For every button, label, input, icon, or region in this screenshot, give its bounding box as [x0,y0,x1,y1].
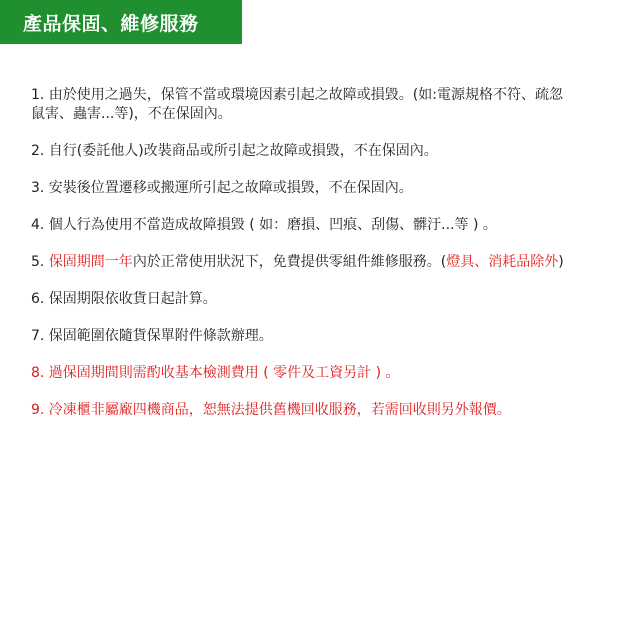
term-item-6: 6. 保固期限依收貨日起計算。 [31,291,217,307]
warranty-terms-list [31,86,635,420]
term-5-warranty-period: 保固期間一年 [48,254,133,270]
spacer [31,383,635,401]
term-5-middle: 內於正常使用狀況下，免費提供零組件維修服務。( [132,254,447,270]
term-item-3: 3. 安裝後位置遷移或搬運所引起之故障或損毀，不在保固內。 [31,180,413,196]
term-1-line-1: 1. 由於使用之過失，保管不當或環境因素引起之故障或損毀。(如:電源規格不符、疏忽 [31,87,563,103]
spacer [31,124,635,142]
spacer [31,161,635,179]
spacer [31,235,635,253]
spacer [31,346,635,364]
page-title: 產品保固、維修服務 [23,12,199,35]
spacer [31,198,635,216]
term-item-8: 8. 過保固期間則需酌收基本檢測費用 ( 零件及工資另計 ) 。 [31,365,400,381]
term-item-4: 4. 個人行為使用不當造成故障損毀 ( 如：磨損、凹痕、刮傷、髒汙...等 ) 。 [31,217,497,233]
term-1-line-2: 鼠害、蟲害...等)，不在保固內。 [31,106,232,122]
term-item-9: 9. 冷凍櫃非屬廠四機商品，恕無法提供舊機回收服務，若需回收則另外報價。 [31,402,511,418]
term-item-2: 2. 自行(委託他人)改裝商品或所引起之故障或損毀，不在保固內。 [31,143,438,159]
term-5-suffix: ) [558,254,564,270]
term-item-7: 7. 保固範圍依隨貨保單附件條款辦理。 [31,328,273,344]
spacer [31,309,635,327]
term-item-5 [31,253,635,272]
term-5-prefix: 5. [31,254,49,270]
term-item-1 [31,86,635,124]
header-bar [0,0,242,44]
spacer [31,272,635,290]
term-5-exclusions: 燈具、消耗品除外 [446,254,559,270]
